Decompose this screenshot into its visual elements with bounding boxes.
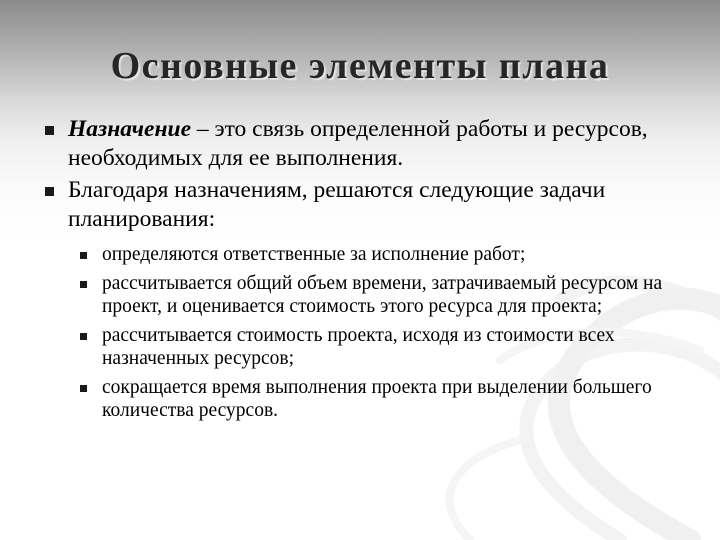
main-bullet-list: [42, 115, 692, 423]
bullet-term: Назначение: [68, 116, 191, 142]
bullet-text: – это связь определенной работы и ресурсов, необходимых для ее выполнения.: [68, 116, 648, 171]
bullet-item-assignment: [42, 115, 692, 172]
slide-title: Основные элементы плана: [110, 45, 610, 87]
sub-bullet-item: [76, 324, 692, 371]
slide-content: [42, 115, 692, 428]
bullet-item-tasks: [42, 176, 692, 423]
square-bullet-icon: [80, 333, 87, 340]
sub-bullet-item: [76, 272, 692, 319]
sub-bullet-text: определяются ответственные за исполнение работ;: [102, 244, 526, 265]
sub-bullet-item: [76, 376, 692, 423]
square-bullet-icon: [45, 187, 54, 196]
square-bullet-icon: [45, 126, 54, 135]
sub-bullet-text: рассчитывается общий объем времени, затрачиваемый ресурсом на проект, и оценивается стоимость этого ресурса для проекта;: [102, 272, 663, 317]
sub-bullet-list: [68, 243, 692, 423]
square-bullet-icon: [80, 252, 87, 259]
square-bullet-icon: [80, 385, 87, 392]
bullet-text: Благодаря назначениям, решаются следующие задачи планирования:: [68, 177, 606, 232]
sub-bullet-text: сокращается время выполнения проекта при выделении большего количества ресурсов.: [102, 376, 652, 421]
sub-bullet-item: [76, 243, 692, 267]
sub-bullet-text: рассчитывается стоимость проекта, исходя из стоимости всех назначенных ресурсов;: [102, 324, 615, 369]
square-bullet-icon: [80, 281, 87, 288]
